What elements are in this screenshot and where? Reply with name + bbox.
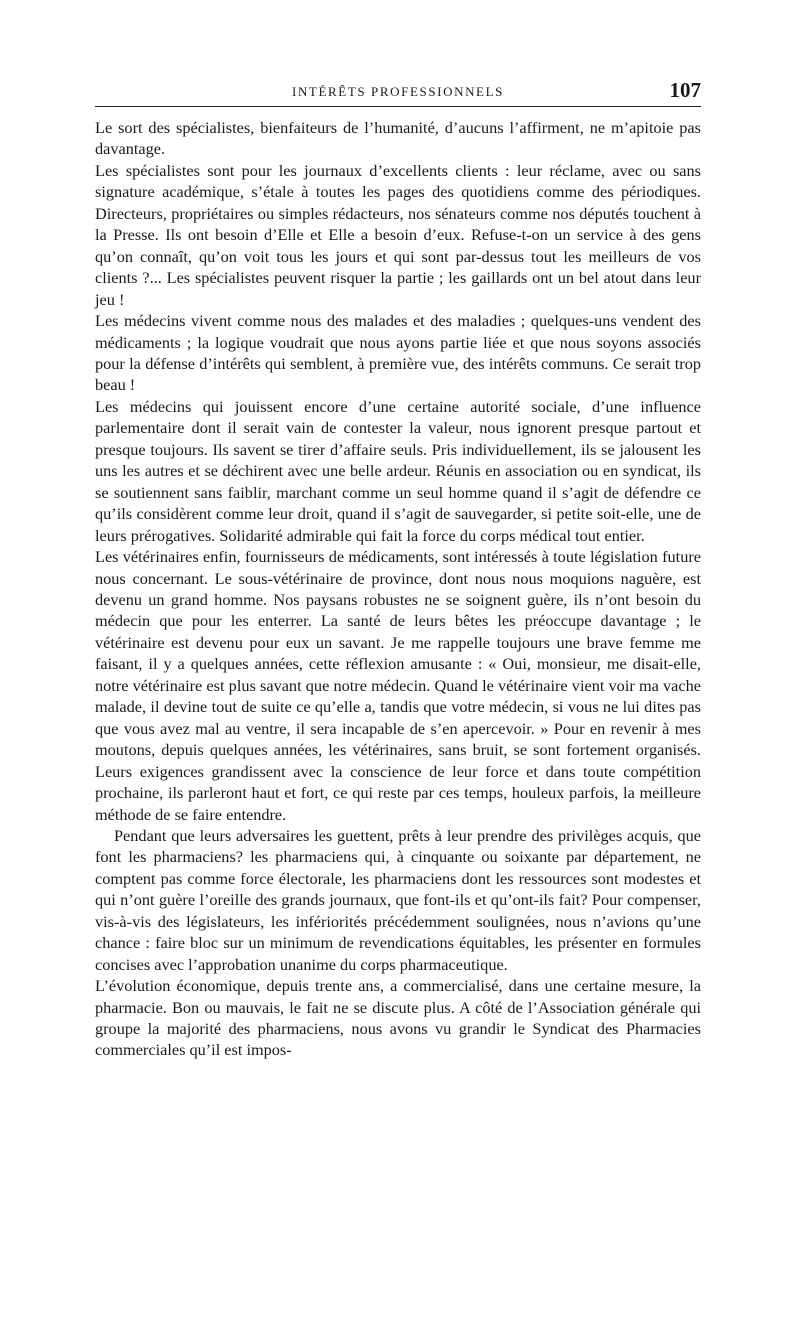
paragraph-5: Les vétérinaires enfin, fournisseurs de médicaments, sont intéressés à toute législation future nous concernant. Le sous-vétérinaire de province, dont nous nous moquions naguère, est devenu un grand homme. Nos paysans robustes ne se soignent guère, ils n’ont besoin du médecin que pour les enterrer. La santé de leurs bêtes les préoccupe davantage ; le vétérinaire est devenu pour eux un savant. Je me rappelle toujours une brave femme me faisant, il y a quelques années, cette réflexion amusante : « Oui, monsieur, me disait-elle, notre vétérinaire est plus savant que notre médecin. Quand le vétérinaire vient voir ma vache malade, il devine tout de suite ce qu’elle a, tandis que votre médecin, si vous ne lui dites pas que vous avez mal au ventre, il sera incapable de s’en apercevoir. » Pour en revenir à mes moutons, depuis quelques années, les vétérinaires, sans bruit, se sont fortement organisés. Leurs exigences grandissent avec la conscience de leur force et dans toute compétition prochaine, ils parleront haut et fort, ce qui reste par ces temps, houleux parfois, la meilleure méthode de se faire entendre.: [95, 547, 701, 824]
document-page: [95, 78, 701, 1061]
paragraph-3: Les médecins vivent comme nous des malades et des maladies ; quelques-uns vendent des médicaments ; la logique voudrait que nous ayons partie liée et que nous soyons associés pour la défense d’intérêts qui semblent, à première vue, des intérêts communs. Ce serait trop beau !: [95, 311, 701, 395]
paragraph-2: Les spécialistes sont pour les journaux d’excellents clients : leur réclame, avec ou sans signature académique, s’étale à toutes les pages des quotidiens comme des périodiques. Directeurs, propriétaires ou simples rédacteurs, nos sénateurs comme nos députés touchent à la Presse. Ils ont besoin d’Elle et Elle a besoin d’eux. Refuse-t-on un service à des gens qu’on connaît, qu’on voit tous les jours et qui sont par-dessus tout les meilleurs de vos clients ?... Les spécialistes peuvent risquer la partie ; les gaillards ont un bel atout dans leur jeu !: [95, 160, 701, 309]
running-title: INTÉRÊTS PROFESSIONNELS: [292, 84, 504, 99]
body-text: [95, 117, 701, 1061]
paragraph-7: L’évolution économique, depuis trente ans, a commercialisé, dans une certaine mesure, la pharmacie. Bon ou mauvais, le fait ne se discute plus. A côté de l’Association générale qui groupe la majorité des pharmaciens, nous avons vu grandir le Syndicat des Pharmacies commerciales qu’il est impos-: [95, 976, 701, 1060]
paragraph-6: Pendant que leurs adversaires les guettent, prêts à leur prendre des privilèges acquis, que font les pharmaciens? les pharmaciens qui, à cinquante ou soixante par département, ne comptent pas comme force électorale, les pharmaciens dont les ressources sont modestes et qui n’ont guère l’oreille des grands journaux, que font-ils et qu’ont-ils fait? Pour compenser, vis-à-vis des législateurs, les infériorités précédemment soulignées, nous n’avions qu’une chance : faire bloc sur un minimum de revendications équitables, les présenter en formules concises avec l’approbation unanime du corps pharmaceutique.: [95, 825, 701, 974]
page-number: 107: [669, 78, 701, 102]
running-head: [95, 78, 701, 107]
paragraph-1: Le sort des spécialistes, bienfaiteurs de l’humanité, d’aucuns l’affirment, ne m’apitoie pas davantage.: [95, 118, 701, 159]
paragraph-4: Les médecins qui jouissent encore d’une certaine autorité sociale, d’une influence parlementaire dont il serait vain de contester la valeur, nous ignorent presque partout et presque toujours. Ils savent se tirer d’affaire seuls. Pris individuellement, ils se jalousent les uns les autres et se déchirent avec une belle ardeur. Réunis en association ou en syndicat, ils se soutiennent sans faiblir, marchant comme un seul homme quand il s’agit de défendre ce qu’ils considèrent comme leur droit, quand il s’agit de sauvegarder, si petite soit-elle, une de leurs prérogatives. Solidarité admirable qui fait la force du corps médical tout entier.: [95, 396, 701, 545]
